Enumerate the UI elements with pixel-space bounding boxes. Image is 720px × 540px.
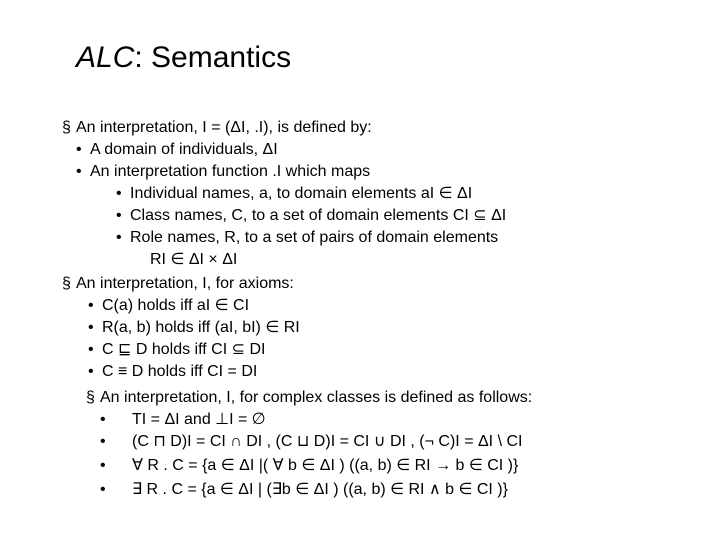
line-text: Role names, R, to a set of pairs of domain elements (130, 229, 499, 246)
bullet-line (62, 118, 372, 138)
section-marker: § (62, 119, 71, 136)
bullet-line (88, 362, 257, 382)
bullet-line (100, 456, 518, 476)
line-text: C ≡ D holds iff CI = DI (102, 363, 258, 380)
line-text: A domain of individuals, ΔI (90, 141, 278, 158)
bullet-line (100, 432, 522, 452)
line-text: TI = ΔI and ⊥I = ∅ (132, 411, 266, 428)
bullet-marker: • (100, 481, 106, 498)
bullet-line (76, 140, 278, 160)
bullet-line (88, 296, 249, 316)
bullet-line (76, 162, 370, 182)
bullet-line (116, 184, 472, 204)
bullet-line (116, 206, 506, 226)
bullet-line (116, 228, 498, 248)
line-text: ∃ R . C = {a ∈ ΔI | (∃b ∈ ΔI ) ((a, b) ∈ RI ∧ b ∈ CI )} (132, 481, 508, 498)
bullet-marker: • (116, 229, 122, 246)
bullet-line (62, 274, 294, 294)
line-text: An interpretation, I, for axioms: (76, 275, 294, 292)
bullet-marker: • (116, 207, 122, 224)
line-text: C ⊑ D holds iff CI ⊆ DI (102, 341, 266, 358)
section-marker: § (86, 389, 95, 406)
continuation-line (150, 250, 237, 270)
bullet-line (100, 480, 508, 500)
line-text: ∀ R . C = {a ∈ ΔI |( ∀ b ∈ ΔI ) ((a, b) ∈ RI → b ∈ CI )} (132, 457, 519, 474)
bullet-marker: • (100, 457, 106, 474)
line-text: R(a, b) holds iff (aI, bI) ∈ RI (102, 319, 300, 336)
line-text: Individual names, a, to domain elements aI ∈ ΔI (130, 185, 473, 202)
title-rest: : Semantics (134, 41, 292, 74)
line-text: C(a) holds iff aI ∈ CI (102, 297, 250, 314)
line-text: An interpretation function .I which maps (90, 163, 371, 180)
line-text: An interpretation, I, for complex classes is defined as follows: (100, 389, 533, 406)
bullet-line (100, 410, 266, 430)
title-alc: ALC (76, 41, 135, 74)
line-text: RI ∈ ΔI × ΔI (150, 251, 238, 268)
bullet-marker: • (88, 363, 94, 380)
bullet-line (86, 388, 532, 408)
bullet-marker: • (88, 341, 94, 358)
bullet-marker: • (88, 297, 94, 314)
bullet-marker: • (76, 141, 82, 158)
section-marker: § (62, 275, 71, 292)
line-text: (C ⊓ D)I = CI ∩ DI , (C ⊔ D)I = CI ∪ DI , (¬ C)I = ΔI \ CI (132, 433, 523, 450)
bullet-marker: • (116, 185, 122, 202)
bullet-line (88, 340, 265, 360)
bullet-marker: • (100, 411, 106, 428)
line-text: An interpretation, I = (ΔI, .I), is defined by: (76, 119, 372, 136)
bullet-line (88, 318, 300, 338)
slide-title (76, 40, 291, 76)
bullet-marker: • (100, 433, 106, 450)
bullet-marker: • (88, 319, 94, 336)
line-text: Class names, C, to a set of domain elements CI ⊆ ΔI (130, 207, 507, 224)
bullet-marker: • (76, 163, 82, 180)
